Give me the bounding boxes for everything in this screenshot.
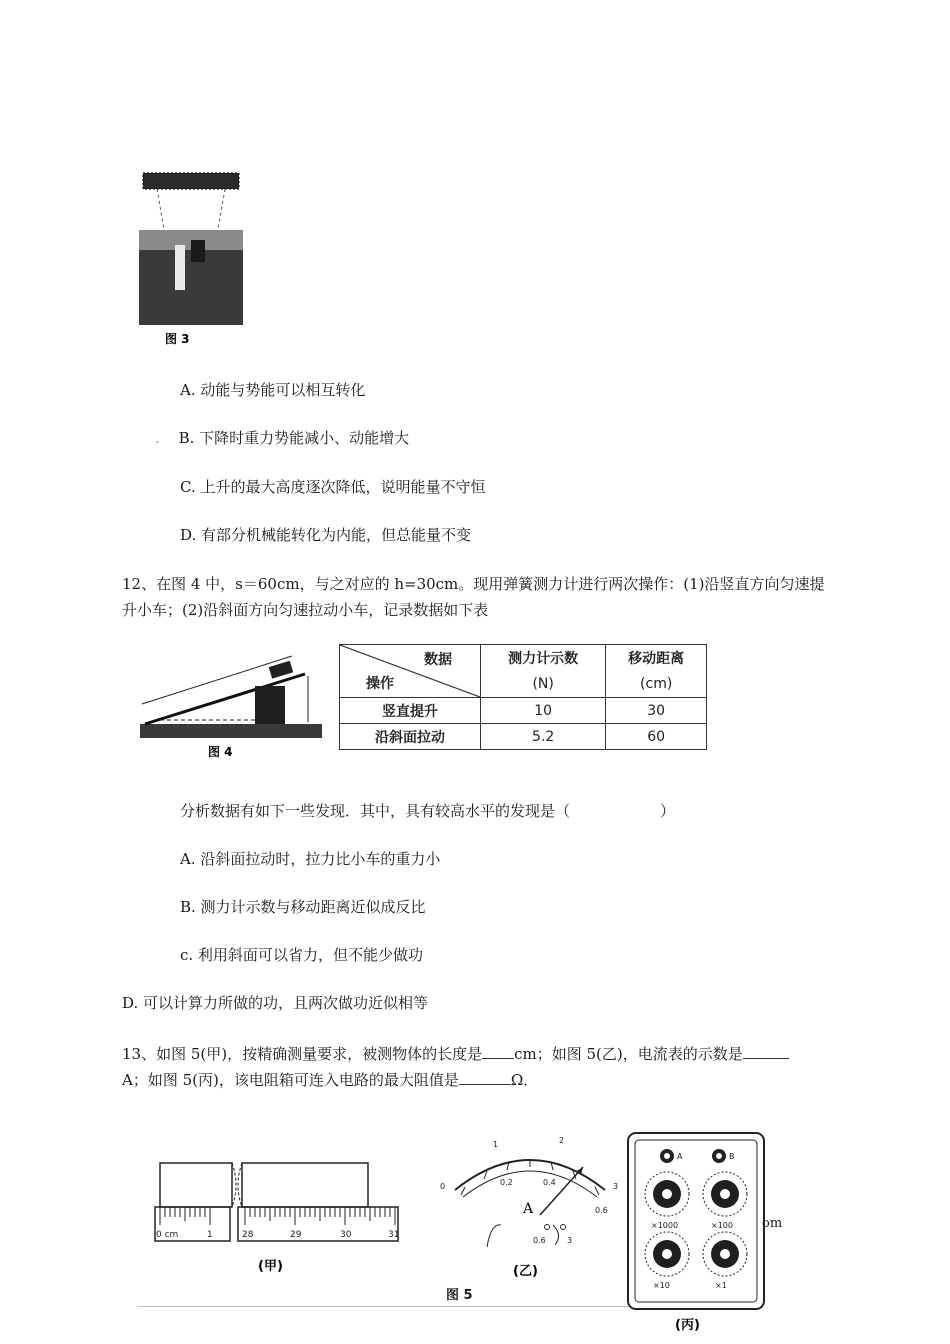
ruler-tick-1: 1 (207, 1230, 213, 1240)
dial-multiplier-1000: ×1000 (651, 1221, 679, 1230)
answer-blank-resistance (459, 1068, 511, 1085)
answer-blank-current (743, 1042, 789, 1059)
ammeter-tick-0-6: 0.6 (595, 1206, 608, 1215)
table-corner-cell (340, 645, 481, 698)
q11-option-b-text: B. 下降时重力势能减小、动能增大 (178, 429, 410, 447)
figure-5-resistance-box (625, 1130, 770, 1344)
row1-force: 10 (481, 698, 606, 724)
q12-option-c: c. 利用斜面可以省力，但不能少做功 (180, 946, 423, 964)
q12-stem-line2: 升小车；(2)沿斜面方向匀速拉动小车，记录数据如下表 (122, 601, 489, 619)
figure-5-bing-label: (丙) (675, 1318, 700, 1333)
row1-distance: 30 (606, 698, 707, 724)
q12-option-d: D. 可以计算力所做的功，且两次做功近似相等 (122, 994, 429, 1012)
table-header-row (340, 645, 707, 672)
terminal-b-label: B (729, 1152, 735, 1161)
dial-multiplier-1: ×1 (715, 1281, 727, 1290)
figure-5-yi-label: (乙) (513, 1264, 538, 1279)
ammeter-tick-0-2: 0.2 (500, 1178, 513, 1187)
ammeter-tick-1: 1 (493, 1140, 499, 1149)
row1-op: 竖直提升 (340, 698, 481, 724)
ruler-tick-28: 28 (242, 1230, 254, 1240)
side-fragment-text: om (762, 1216, 783, 1231)
ammeter-tick-3: 3 (613, 1182, 619, 1191)
q12-stem-line1: 12、在图 4 中，s＝60cm，与之对应的 h=30cm。现用弹簧测力计进行两次操作：(1)沿竖直方向匀速提 (122, 575, 825, 593)
q12-prompt-close: ） (660, 802, 676, 820)
q11-option-b (155, 427, 409, 448)
q11-option-d: D. 有部分机械能转化为内能，但总能量不变 (180, 526, 472, 544)
figure-4-incline (130, 644, 325, 764)
figure-3-image (125, 145, 255, 350)
ruler-tick-0: 0 cm (156, 1230, 179, 1240)
bottom-divider (138, 1306, 628, 1307)
table-row (340, 724, 707, 750)
terminal-a-label: A (677, 1152, 683, 1161)
col2-unit: (cm) (606, 671, 707, 698)
col1-unit: (N) (481, 671, 606, 698)
ammeter-terminal-0-6: 0.6 (533, 1236, 546, 1245)
dial-multiplier-10: ×10 (653, 1281, 670, 1290)
ruler-tick-30: 30 (340, 1230, 352, 1240)
table-row (340, 698, 707, 724)
q12-option-a: A. 沿斜面拉动时，拉力比小车的重力小 (180, 850, 441, 868)
ruler-tick-31: 31 (388, 1230, 400, 1240)
figure-4-caption: 图 4 (208, 745, 233, 759)
row2-op: 沿斜面拉动 (340, 724, 481, 750)
table-corner-top: 数据 (424, 652, 452, 668)
marker-dot-icon: . (155, 429, 160, 447)
figure-5-caption: 图 5 (446, 1288, 473, 1303)
q13-part4: Ω． (510, 1071, 539, 1089)
ruler-tick-29: 29 (290, 1230, 302, 1240)
q12-prompt (180, 800, 675, 821)
q11-option-a: A. 动能与势能可以相互转化 (180, 381, 366, 399)
ammeter-tick-2: 2 (559, 1136, 565, 1145)
ammeter-tick-0-4: 0.4 (543, 1178, 556, 1187)
q13-line2 (122, 1068, 538, 1090)
row2-force: 5.2 (481, 724, 606, 750)
figure-3-caption: 图 3 (165, 332, 190, 346)
q13-part2: cm；如图 5(乙)，电流表的示数是 (514, 1045, 743, 1063)
figure-5-ruler (150, 1155, 410, 1280)
q11-option-c: C. 上升的最大高度逐次降低，说明能量不守恒 (180, 478, 486, 496)
answer-blank-length (482, 1042, 514, 1059)
q13-part1: 13、如图 5(甲)，按精确测量要求，被测物体的长度是 (122, 1045, 483, 1063)
diagonal-line (340, 645, 480, 697)
ammeter-tick-0: 0 (440, 1182, 446, 1191)
q13-line1 (122, 1042, 789, 1064)
figure-5-jia-label: (甲) (258, 1259, 283, 1274)
ammeter-terminal-3: 3 (567, 1236, 573, 1245)
dial-multiplier-100: ×100 (711, 1221, 733, 1230)
table-corner-bottom: 操作 (366, 676, 394, 692)
col1-header: 测力计示数 (481, 645, 606, 672)
q12-option-b: B. 测力计示数与移动距离近似成反比 (180, 898, 426, 916)
col2-header: 移动距离 (606, 645, 707, 672)
figure-5-ammeter (435, 1135, 625, 1285)
row2-distance: 60 (606, 724, 707, 750)
q12-prompt-text: 分析数据有如下一些发现．其中，具有较高水平的发现是（ (180, 802, 571, 820)
q13-part3: A；如图 5(丙)，该电阻箱可连入电路的最大阻值是 (122, 1071, 459, 1089)
ammeter-letter: A (523, 1201, 534, 1217)
q12-data-table (339, 644, 707, 750)
